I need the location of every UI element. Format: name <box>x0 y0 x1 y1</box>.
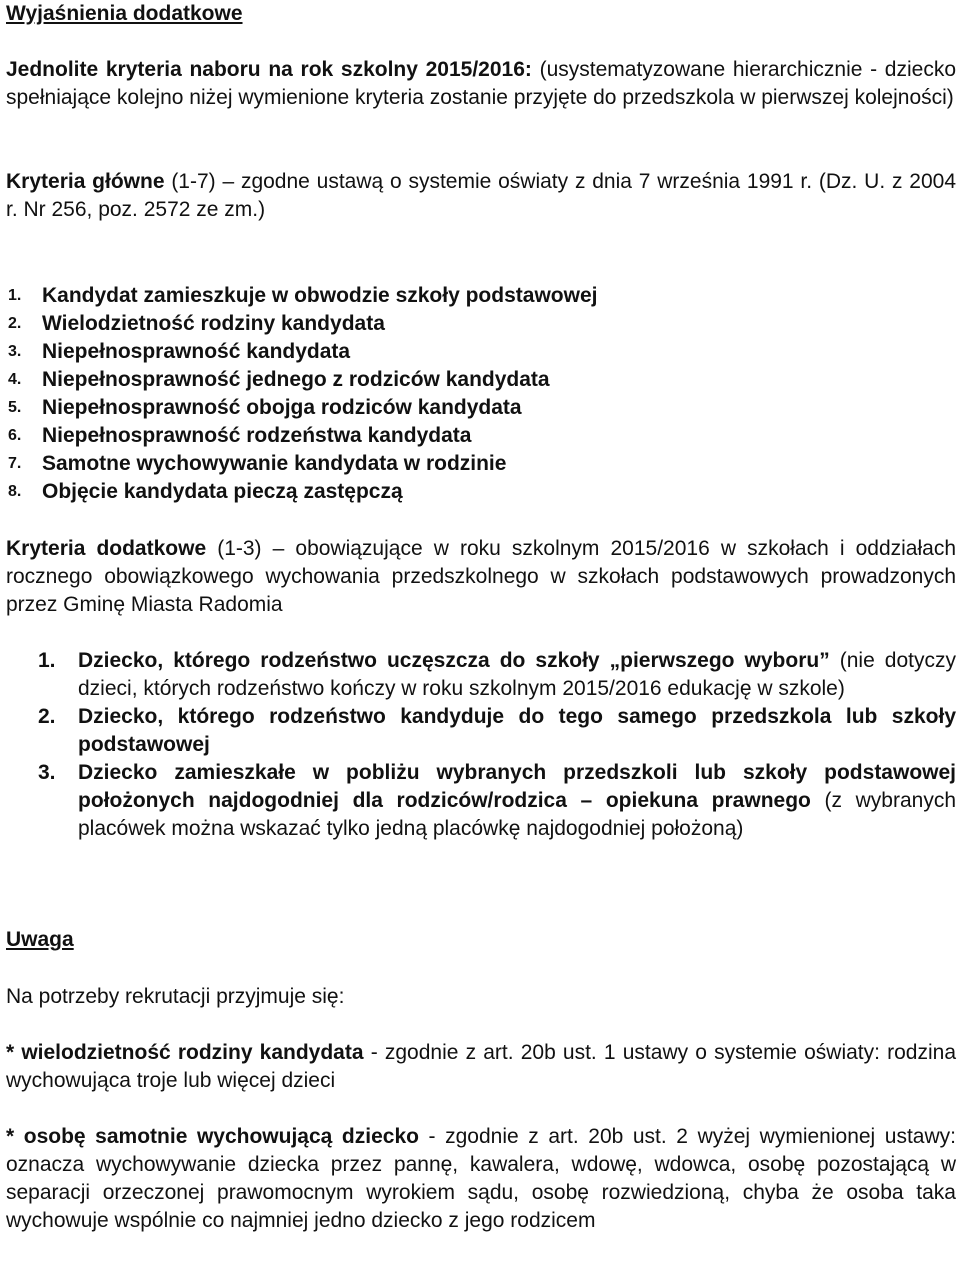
item-number: 1. <box>8 287 22 304</box>
item-text <box>78 759 956 843</box>
item-text <box>78 647 956 703</box>
main-criteria-list <box>6 282 956 506</box>
extra-criteria-text: (1-3) – obowiązujące w roku szkolnym 2015/2016 w szkołach i oddziałach rocznego obowiązkowego wychowania przedszkolnego w szkołach podstawowych prowadzonych przez Gminę Miasta Radomia <box>6 537 956 616</box>
intro-paragraph <box>6 56 956 112</box>
item-number: 5. <box>8 399 22 416</box>
item-rest: (z wybranych placówek można wskazać tylko jedną placówkę najdogodniej położoną) <box>78 789 956 840</box>
item-text: Niepełnosprawność kandydata <box>42 340 351 363</box>
intro-bold: Jednolite kryteria naboru na rok szkolny 2015/2016: <box>6 58 532 81</box>
item-bold: Dziecko, którego rodzeństwo uczęszcza do szkoły „pierwszego wyboru” <box>78 649 830 672</box>
item-text: Wielodzietność rodziny kandydata <box>42 312 385 335</box>
list-item <box>6 759 956 843</box>
page-title: Wyjaśnienia dodatkowe <box>6 2 243 25</box>
item-number: 3. <box>8 343 22 360</box>
note-large-family <box>6 1039 956 1095</box>
note-bold: * wielodzietność rodziny kandydata <box>6 1041 364 1064</box>
note-single-parent <box>6 1123 956 1235</box>
item-number: 2. <box>8 315 22 332</box>
item-number: 8. <box>8 483 22 500</box>
needs-line: Na potrzeby rekrutacji przyjmuje się: <box>6 985 345 1008</box>
extra-criteria-list <box>6 647 956 843</box>
item-text: Objęcie kandydata pieczą zastępczą <box>42 480 403 503</box>
note-bold: * osobę samotnie wychowującą dziecko <box>6 1125 419 1148</box>
list-item <box>6 366 956 394</box>
list-item <box>6 338 956 366</box>
extra-criteria-paragraph <box>6 535 956 619</box>
list-item <box>6 450 956 478</box>
main-criteria-text: (1-7) – zgodne ustawą o systemie oświaty z dnia 7 września 1991 r. (Dz. U. z 2004 r. Nr 256, poz. 2572 ze zm.) <box>6 170 957 221</box>
main-criteria-paragraph <box>6 168 956 224</box>
item-text: Niepełnosprawność jednego z rodziców kandydata <box>42 368 550 391</box>
item-number: 1. <box>38 649 56 672</box>
item-number: 6. <box>8 427 22 444</box>
extra-criteria-bold: Kryteria dodatkowe <box>6 537 207 560</box>
intro-text: (usystematyzowane hierarchicznie - dziecko spełniające kolejno niżej wymienione kryteria zostanie przyjęte do przedszkola w pierwszej kolejności) <box>6 58 957 109</box>
item-number: 4. <box>8 371 22 388</box>
list-item <box>6 310 956 338</box>
list-item <box>6 394 956 422</box>
list-item <box>6 422 956 450</box>
list-item <box>6 703 956 759</box>
item-rest: (nie dotyczy dzieci, których rodzeństwo kończy w roku szkolnym 2015/2016 edukację w szkole) <box>78 649 956 700</box>
list-item <box>6 647 956 703</box>
item-number: 3. <box>38 761 56 784</box>
note-text: - zgodnie z art. 20b ust. 2 wyżej wymienionej ustawy: oznacza wychowywanie dziecka przez pannę, kawalera, wdowę, wdowca, osobę pozostającą w separacji orzeczonej prawomocnym wyrokiem sądu, osobę rozwiedzioną, chyba że osoba taka wychowuje wspólnie co najmniej jedno dziecko z jego rodzicem <box>6 1125 956 1232</box>
item-text: Niepełnosprawność rodzeństwa kandydata <box>42 424 472 447</box>
main-criteria-bold: Kryteria główne <box>6 170 165 193</box>
item-text: Niepełnosprawność obojga rodziców kandydata <box>42 396 522 419</box>
item-text: Samotne wychowywanie kandydata w rodzinie <box>42 452 507 475</box>
item-bold: Dziecko zamieszkałe w pobliżu wybranych przedszkoli lub szkoły podstawowej położonych najdogodniej dla rodziców/rodzica – opiekuna prawnego <box>78 761 956 812</box>
item-number: 2. <box>38 705 56 728</box>
item-number: 7. <box>8 455 22 472</box>
list-item <box>6 478 956 506</box>
list-item <box>6 282 956 310</box>
item-text <box>78 703 956 759</box>
item-text: Kandydat zamieszkuje w obwodzie szkoły podstawowej <box>42 284 598 307</box>
note-heading: Uwaga <box>6 928 74 951</box>
note-text: - zgodnie z art. 20b ust. 1 ustawy o systemie oświaty: rodzina wychowująca troje lub więcej dzieci <box>6 1041 956 1092</box>
item-bold: Dziecko, którego rodzeństwo kandyduje do tego samego przedszkola lub szkoły podstawowej <box>78 705 956 756</box>
